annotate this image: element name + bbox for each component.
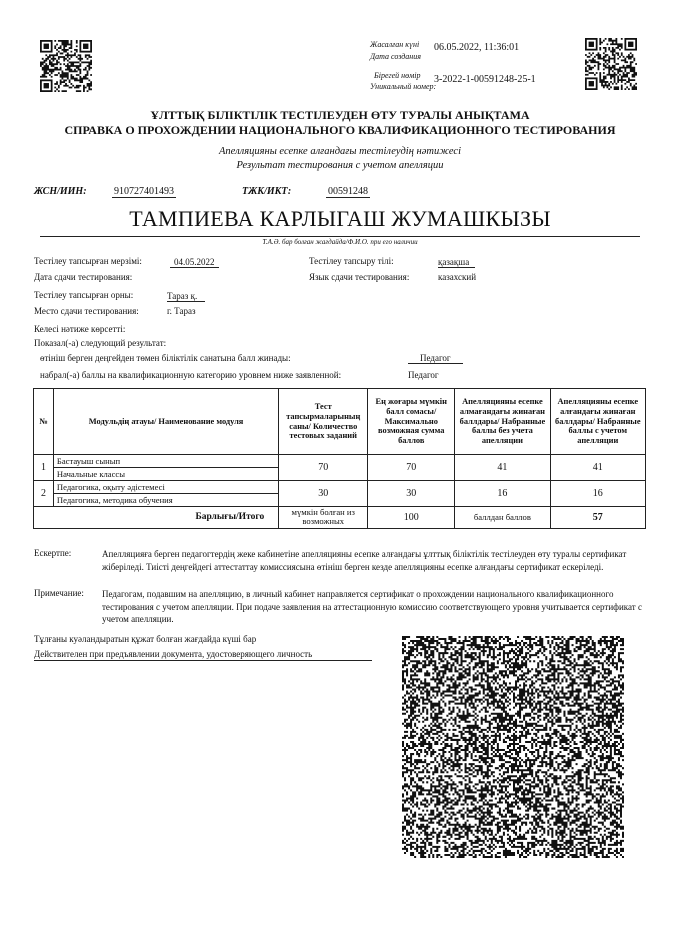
created-label-ru: Дата создания [370, 52, 421, 61]
result-line-2: Показал(-а) следующий результат: [34, 338, 167, 348]
title-kz: ҰЛТТЫҚ БІЛІКТІЛІК ТЕСТІЛЕУДЕН ӨТУ ТУРАЛЫ АНЫҚТАМА [150, 108, 530, 122]
result-line-3-value: Педагог [408, 353, 463, 364]
row-1-no: 1 [34, 455, 54, 481]
total-label: Барлығы/Итого [34, 507, 279, 529]
place-label-kz: Тестілеу тапсырған орны: [34, 290, 134, 300]
header-with-appeal: Апелляцияны есепке алғандағы жинаған баллдары/ Набранные баллы с учетом апелляции [550, 389, 645, 455]
number-value: 3-2022-1-00591248-25-1 [434, 74, 536, 85]
header-no: № [34, 389, 54, 455]
row-2-no: 2 [34, 481, 54, 507]
row-1-with: 41 [550, 455, 645, 481]
note-kz-label: Ескертпе: [34, 548, 72, 558]
row-2-without: 16 [455, 481, 550, 507]
header-max: Ең жоғары мүмкін балл сомасы/ Максимально возможная сумма баллов [368, 389, 455, 455]
ikt-label: ТЖК/ИКТ: [242, 186, 292, 197]
created-label-kz: Жасалған күні [370, 40, 420, 49]
created-value: 06.05.2022, 11:36:01 [434, 42, 520, 53]
row-1-max: 70 [368, 455, 455, 481]
number-label-kz: Бірегей нөмір [374, 71, 421, 80]
row-2-with: 16 [550, 481, 645, 507]
date-label-ru: Дата сдачи тестирования: [34, 272, 133, 282]
qr-code-top-left-icon [40, 40, 92, 92]
date-value: 04.05.2022 [170, 257, 219, 268]
row-1-without: 41 [455, 455, 550, 481]
row-1-name-kz: Бастауыш сынып [53, 455, 278, 468]
name-caption: Т.А.Ә. бар болған жағдайда/Ф.И.О. при его наличии [262, 238, 418, 246]
lang-value-ru: казахский [438, 272, 477, 282]
points-label: баллдан баллов [455, 507, 550, 529]
header-tasks: Тест тапсырмаларының саны/ Количество тестовых заданий [279, 389, 368, 455]
subtitle-kz: Апелляцияны есепке алғандағы тестілеудің нәтижесі [219, 146, 461, 157]
table-header-row [34, 389, 646, 455]
lang-label-ru: Язык сдачи тестирования: [309, 272, 410, 282]
result-line-4-value: Педагог [408, 370, 439, 380]
table-row [34, 455, 646, 468]
row-1-name-ru: Начальные классы [53, 468, 278, 481]
row-1-tasks: 70 [279, 455, 368, 481]
iin-label: ЖСН/ИИН: [34, 186, 87, 197]
name-underline [40, 236, 640, 237]
table-total-row [34, 507, 646, 529]
result-line-3: өтініш берген деңгейден төмен біліктілік санатына балл жинады: [40, 353, 291, 363]
qr-code-top-right-icon [585, 38, 637, 90]
lang-label-kz: Тестілеу тапсыру тілі: [309, 256, 394, 266]
possible-value: 100 [368, 507, 455, 529]
subtitle-ru: Результат тестирования с учетом апелляции [236, 160, 444, 171]
note-kz-text: Апелляцияға берген педагогтердің жеке кабинетіне апелляцияны есепке алғандағы ұлттық біліктілік тестілеуден өту туралы сертификат жіберіледі. Тиісті деңгейдегі аттестаттау комиссиясына өтініш берген кезде апелляцияны есепке алғандағы сертификат ескеріледі. [102, 549, 627, 572]
points-value: 57 [550, 507, 645, 529]
validity-ru: Действителен при предъявлении документа, удостоверяющего личность [34, 649, 372, 661]
possible-label: мүмкін болған из возможных [279, 507, 368, 529]
iin-value: 910727401493 [114, 186, 174, 197]
person-name: ТАМПИЕВА КАРЛЫГАШ ЖУМАШКЫЗЫ [129, 206, 551, 231]
ikt-value: 00591248 [328, 186, 368, 197]
validity-kz: Тұлғаны куәландыратын құжат болған жағдайда күші бар [34, 634, 257, 644]
header-without-appeal: Апелляцияны есепке алмағандағы жинаған баллдары/ Набранные баллы без учета апелляции [455, 389, 550, 455]
place-label-ru: Место сдачи тестирования: [34, 306, 139, 316]
result-line-1: Келесі нәтиже көрсетті: [34, 324, 126, 334]
row-2-name-kz: Педагогика, оқыту әдістемесі [53, 481, 278, 494]
lang-value-kz: қазақша [438, 257, 475, 268]
note-ru-text: Педагогам, подавшим на апелляцию, в личный кабинет направляется сертификат о прохождении национального квалификационного тестирования с учетом апелляции. При подаче заявления на аттестационную комиссию соответствующего уровня учитывается сертификат с учетом апелляции. [102, 589, 642, 624]
title-ru: СПРАВКА О ПРОХОЖДЕНИИ НАЦИОНАЛЬНОГО КВАЛИФИКАЦИОННОГО ТЕСТИРОВАНИЯ [64, 123, 616, 137]
header-module: Модульдің атауы/ Наименование модуля [53, 389, 278, 455]
row-2-max: 30 [368, 481, 455, 507]
table-row [34, 481, 646, 494]
qr-code-large-icon [402, 636, 624, 858]
number-label-ru: Уникальный номер: [370, 82, 437, 91]
results-table [33, 388, 646, 529]
note-ru-label: Примечание: [34, 588, 84, 598]
date-label-kz: Тестілеу тапсырған мерзімі: [34, 256, 142, 266]
place-value-ru: г. Тараз [167, 306, 196, 316]
place-value-kz: Тараз қ. [167, 291, 205, 302]
row-2-tasks: 30 [279, 481, 368, 507]
result-line-4: набрал(-а) баллы на квалификационную категорию уровнем ниже заявленной: [40, 370, 342, 380]
row-2-name-ru: Педагогика, методика обучения [53, 494, 278, 507]
